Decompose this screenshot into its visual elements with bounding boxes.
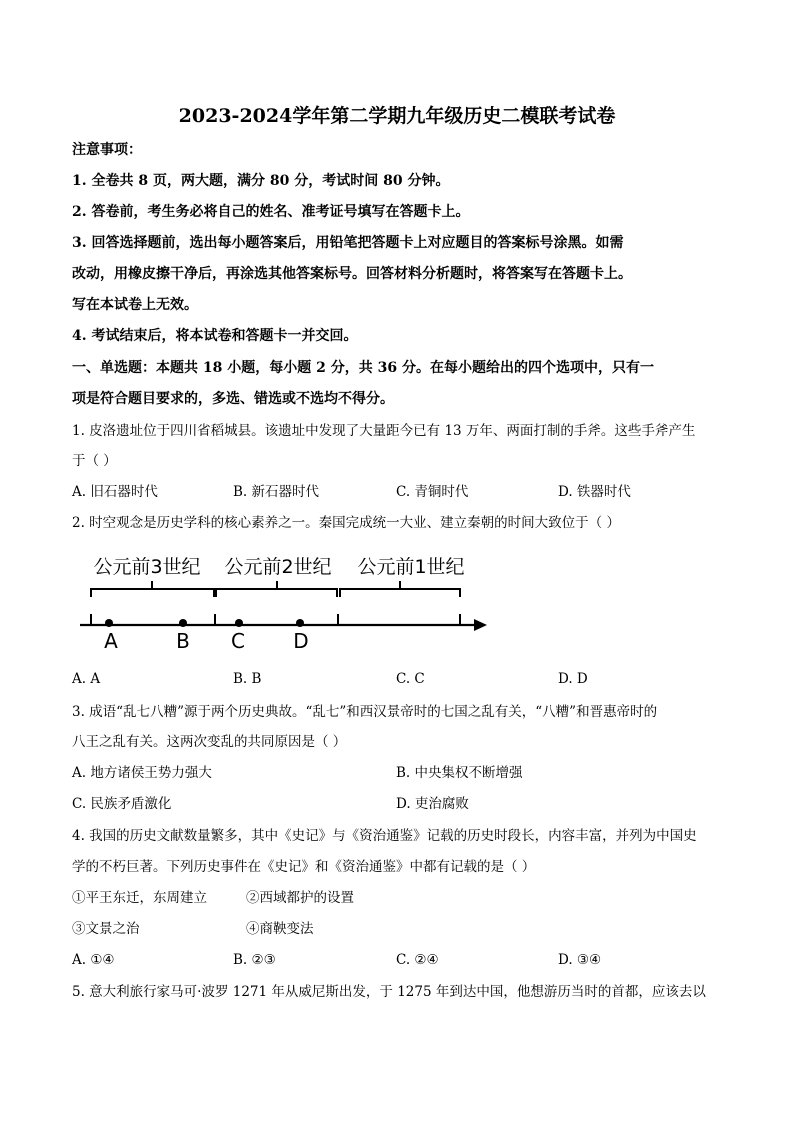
timeline-point-label: A [104,629,118,653]
question-2-option-a[interactable]: A. A [72,671,101,687]
question-3-option-b[interactable]: B. 中央集权不断增强 [396,765,523,781]
timeline-arrow [474,619,487,631]
question-4-item: ①平王东迁，东周建立 [72,890,207,906]
timeline-point-label: B [176,629,190,653]
question-2-option-b[interactable]: B. B [233,671,262,687]
question-3-option-a[interactable]: A. 地方诸侯王势力强大 [72,765,212,781]
notes-heading: 注意事项： [72,142,142,158]
note-item: 2. 答卷前，考生务必将自己的姓名、准考证号填写在答题卡上。 [72,204,470,220]
note-item: 4. 考试结束后，将本试卷和答题卡一并交回。 [72,328,358,344]
page-title: 2023-2024学年第二学期九年级历史二模联考试卷 [178,105,616,127]
note-item: 写在本试卷上无效。 [72,297,198,313]
note-item: 3. 回答选择题前，选出每小题答案后，用铅笔把答题卡上对应题目的答案标号涂黑。如需 [72,235,624,251]
timeline-point-label: D [293,629,309,653]
timeline-bracket [340,581,460,597]
section-heading: 一、单选题：本题共 18 小题，每小题 2 分，共 36 分。在每小题给出的四个选项中，只有一 [72,360,654,376]
note-item: 1. 全卷共 8 页，两大题，满分 80 分，考试时间 80 分钟。 [72,173,450,189]
question-3-option-d[interactable]: D. 吏治腐败 [396,796,469,812]
question-3-stem: 八王之乱有关。这两次变乱的共同原因是（ ） [72,734,347,750]
section-heading: 项是符合题目要求的，多选、错选或不选均不得分。 [72,391,394,407]
question-1-stem: 1. 皮洛遗址位于四川省稻城县。该遗址中发现了大量距今已有 13 万年、两面打制的手斧。这些手斧产生 [72,423,696,439]
question-2-stem: 2. 时空观念是历史学科的核心素养之一。秦国完成统一大业、建立秦朝的时间大致位于（ ） [72,515,620,531]
note-item: 改动，用橡皮擦干净后，再涂选其他答案标号。回答材料分析题时，将答案写在答题卡上。 [72,266,632,282]
question-4-stem: 学的不朽巨著。下列历史事件在《史记》和《资治通鉴》中都有记载的是（ ） [72,859,536,875]
timeline-bracket [216,581,337,597]
question-1-option-b[interactable]: B. 新石器时代 [233,484,320,500]
question-3-option-c[interactable]: C. 民族矛盾激化 [72,796,172,812]
question-4-option-b[interactable]: B. ②③ [233,952,276,968]
question-4-item: ④商鞅变法 [246,921,314,937]
question-4-option-a[interactable]: A. ①④ [72,952,115,968]
question-1-stem: 于（ ） [72,453,117,469]
timeline-point [179,619,187,627]
question-2-option-c[interactable]: C. C [396,671,425,687]
question-4-stem: 4. 我国的历史文献数量繁多，其中《史记》与《资治通鉴》记载的历史时段长，内容丰富，并列为中国史 [72,828,697,844]
question-4-option-c[interactable]: C. ②④ [396,952,439,968]
question-1-option-c[interactable]: C. 青铜时代 [396,484,469,500]
timeline-century-label: 公元前3世纪 [93,556,201,578]
timeline-point-label: C [231,629,245,653]
question-3-stem: 3. 成语“乱七八糟”源于两个历史典故。“乱七”和西汉景帝时的七国之乱有关，“八糟”和晋惠帝时的 [72,704,658,720]
timeline-figure [0,540,794,660]
question-1-option-a[interactable]: A. 旧石器时代 [72,484,158,500]
timeline-bracket [91,581,214,597]
timeline-point [235,619,243,627]
question-1-option-d[interactable]: D. 铁器时代 [558,484,631,500]
question-5-stem: 5. 意大利旅行家马可·波罗 1271 年从威尼斯出发，于 1275 年到达中国，他想游历当时的首都，应该去以 [72,984,706,1000]
question-4-item: ③文景之治 [72,921,140,937]
question-2-option-d[interactable]: D. D [558,671,588,687]
timeline-point [105,619,113,627]
question-4-item: ②西域都护的设置 [246,890,354,906]
question-4-option-d[interactable]: D. ③④ [558,952,602,968]
timeline-century-label: 公元前1世纪 [357,556,465,578]
timeline-century-label: 公元前2世纪 [224,556,332,578]
timeline-point [296,619,304,627]
